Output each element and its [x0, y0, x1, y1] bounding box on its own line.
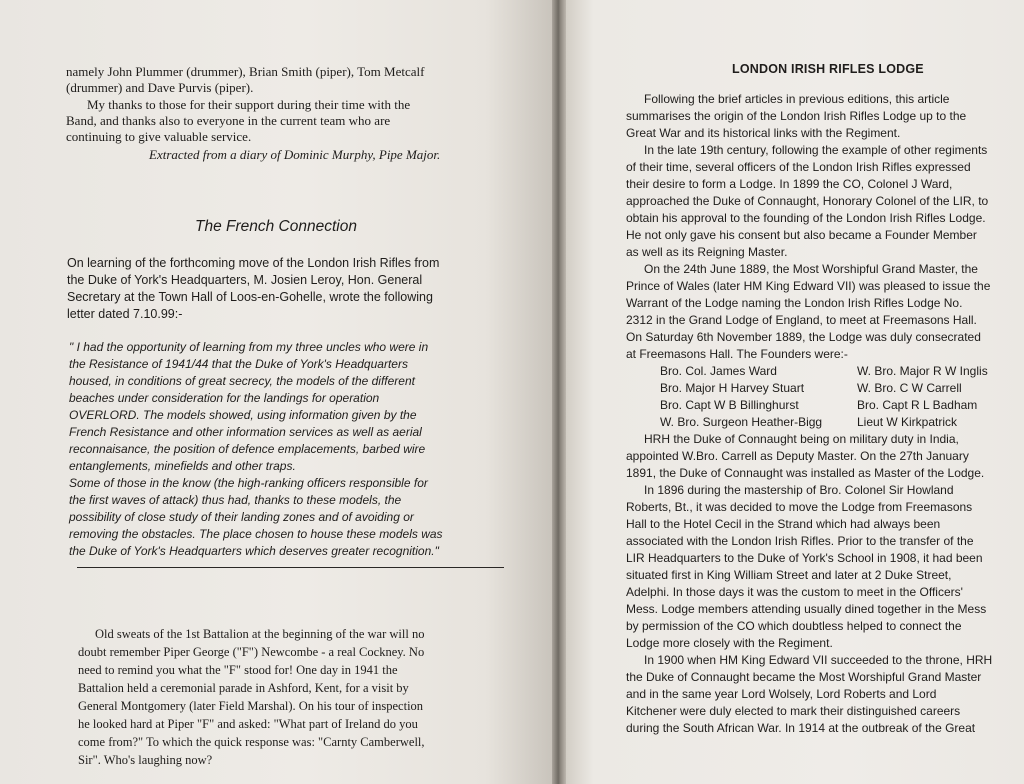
book-spine	[552, 0, 566, 784]
section-heading: The French Connection	[195, 218, 357, 235]
body-line: by permission of the CO which doubtless helped to connect the	[626, 619, 962, 633]
body-line: Kitchener were duly elected to mark their distinguished careers	[626, 704, 961, 718]
intro-line: On learning of the forthcoming move of the London Irish Rifles from	[67, 256, 440, 270]
intro-line: the Duke of York's Headquarters, M. Josien Leroy, Hon. General	[67, 273, 423, 287]
intro-line: Secretary at the Town Hall of Loos-en-Gohelle, wrote the following	[67, 290, 433, 304]
body-line: approached the Duke of Connaught, Honorary Colonel of the LIR, to	[626, 194, 989, 208]
quote-line: French Resistance and other information services as well as aerial	[69, 425, 422, 439]
diary-line: (drummer) and Dave Purvis (piper).	[66, 80, 254, 95]
quote-line: entanglements, minefields and other traps.	[69, 459, 296, 473]
body-line: at Freemasons Hall. The Founders were:-	[626, 347, 848, 361]
body-line: Mess. Lodge members attending usually dined together in the Mess	[626, 602, 987, 616]
body-line: Prince of Wales (later HM King Edward VII) was pleased to issue the	[626, 279, 991, 293]
founder-name: Bro. Col. James Ward	[660, 364, 777, 378]
right-page	[566, 0, 1024, 784]
founder-name: W. Bro. C W Carrell	[857, 381, 962, 395]
quote-line: possibility of close study of their landing zones and of avoiding or	[69, 510, 414, 524]
founder-name: W. Bro. Surgeon Heather-Bigg	[660, 415, 823, 429]
body-line: the Duke of Connaught became the Most Worshipful Grand Master	[626, 670, 982, 684]
quote-line: Some of those in the know (the high-ranking officers responsible for	[69, 476, 428, 490]
body-line: In 1896 during the mastership of Bro. Colonel Sir Howland	[644, 483, 954, 497]
body-line: of their time, several officers of the London Irish Rifles expressed	[626, 160, 971, 174]
body-line: their desire to form a Lodge. In 1899 the CO, Colonel J Ward,	[626, 177, 953, 191]
quote-line: the first waves of attack) thus had, thanks to these models, the	[69, 493, 402, 507]
body-line: Following the brief articles in previous editions, this article	[644, 92, 950, 106]
story-line: come from?" To which the quick response was: "Carnty Camberwell,	[78, 735, 425, 749]
body-line: Lodge more closely with the Regiment.	[626, 636, 833, 650]
quote-line: beaches under consideration for the landings for operation	[69, 391, 380, 405]
body-line: In the late 19th century, following the example of other regiments	[644, 143, 988, 157]
body-line: On the 24th June 1889, the Most Worshipful Grand Master, the	[644, 262, 978, 276]
story-line: General Montgomery (later Field Marshal). On his tour of inspection	[78, 699, 424, 713]
founder-name: Lieut W Kirkpatrick	[857, 415, 958, 429]
body-line: Warrant of the Lodge naming the London Irish Rifles Lodge No.	[626, 296, 963, 310]
body-line: summarises the origin of the London Irish Rifles Lodge up to the	[626, 109, 967, 123]
diary-line: namely John Plummer (drummer), Brian Smith (piper), Tom Metcalf	[66, 64, 425, 79]
diary-line: My thanks to those for their support during their time with the	[87, 97, 411, 112]
story-line: Battalion held a ceremonial parade in Ashford, Kent, for a visit by	[78, 681, 409, 695]
body-line: associated with the London Irish Rifles. Prior to the transfer of the	[626, 534, 974, 548]
founder-name: W. Bro. Major R W Inglis	[857, 364, 988, 378]
body-line: In 1900 when HM King Edward VII succeeded to the throne, HRH	[644, 653, 993, 667]
body-line: Adelphi. In those days it was the custom to meet in the Officers'	[626, 585, 963, 599]
quote-line: removing the obstacles. The place chosen to house these models was	[69, 527, 443, 541]
founder-name: Bro. Capt R L Badham	[857, 398, 978, 412]
body-line: during the South African War. In 1914 at the outbreak of the Great	[626, 721, 976, 735]
quote-line: housed, in conditions of great secrecy, the models of the different	[69, 374, 415, 388]
body-line: Great War and its historical links with the Regiment.	[626, 126, 901, 140]
founder-name: Bro. Capt W B Billinghurst	[660, 398, 799, 412]
intro-line: letter dated 7.10.99:-	[67, 307, 183, 321]
page-title: LONDON IRISH RIFLES LODGE	[732, 62, 924, 76]
section-divider	[77, 567, 504, 568]
diary-signature: Extracted from a diary of Dominic Murphy, Pipe Major.	[149, 147, 441, 162]
body-line: as well as its Reigning Master.	[626, 245, 788, 259]
quote-line: reconnaisance, the position of defence emplacements, barbed wire	[69, 442, 426, 456]
quote-line: the Duke of York's Headquarters which deserves greater recognition."	[69, 544, 439, 558]
body-line: He not only gave his consent but also became a Founder Member	[626, 228, 977, 242]
story-line: need to remind you what the "F" stood for! One day in 1941 the	[78, 663, 398, 677]
diary-line: Band, and thanks also to everyone in the current team who are	[66, 113, 391, 128]
body-line: HRH the Duke of Connaught being on military duty in India,	[644, 432, 959, 446]
founder-name: Bro. Major H Harvey Stuart	[660, 381, 805, 395]
body-line: 2312 in the Grand Lodge of England, to meet at Freemasons Hall.	[626, 313, 977, 327]
body-line: situated first in King William Street and later at 2 Duke Street,	[626, 568, 952, 582]
body-line: obtain his approval to the founding of the London Irish Rifles Lodge.	[626, 211, 986, 225]
body-line: LIR Headquarters to the Duke of York's School in 1908, it had been	[626, 551, 983, 565]
story-line: he looked hard at Piper "F" and asked: "What part of Ireland do you	[78, 717, 418, 731]
quote-line: the Resistance of 1941/44 that the Duke of York's Headquarters	[69, 357, 408, 371]
quote-line: OVERLORD. The models showed, using information given by the	[69, 408, 417, 422]
body-line: 1891, the Duke of Connaught was installed as Master of the Lodge.	[626, 466, 985, 480]
diary-line: continuing to give valuable service.	[66, 129, 252, 144]
quote-line: " I had the opportunity of learning from my three uncles who were in	[69, 340, 429, 354]
body-line: Roberts, Bt., it was decided to move the Lodge from Freemasons	[626, 500, 973, 514]
body-line: On Saturday 6th November 1889, the Lodge was duly consecrated	[626, 330, 981, 344]
story-line: Sir". Who's laughing now?	[78, 753, 213, 767]
body-line: Hall to the Hotel Cecil in the Strand which had always been	[626, 517, 941, 531]
body-line: appointed W.Bro. Carrell as Deputy Master. On the 27th January	[626, 449, 969, 463]
body-line: and in the same year Lord Wolsely, Lord Roberts and Lord	[626, 687, 937, 701]
story-line: Old sweats of the 1st Battalion at the beginning of the war will no	[95, 627, 425, 641]
story-line: doubt remember Piper George ("F") Newcombe - a real Cockney. No	[78, 645, 425, 659]
